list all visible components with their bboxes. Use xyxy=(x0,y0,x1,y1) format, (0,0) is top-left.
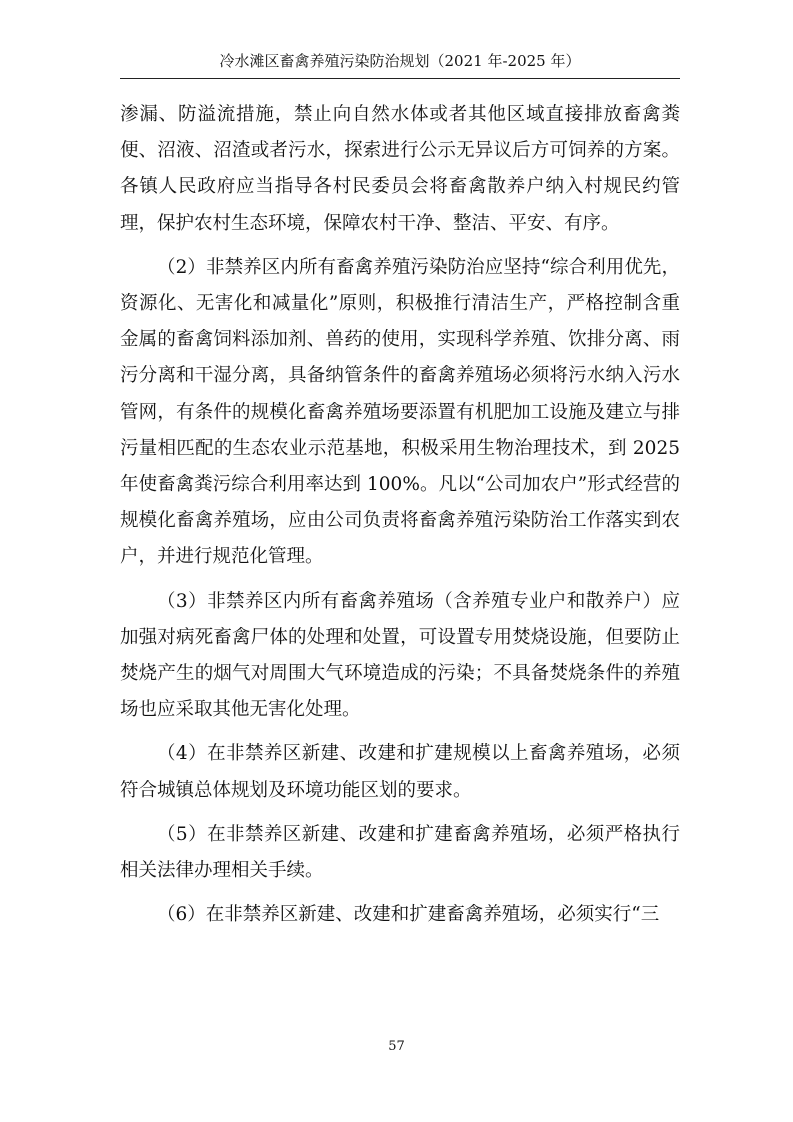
header-divider xyxy=(120,78,680,79)
page-header-title: 冷水滩区畜禽养殖污染防治规划（2021 年-2025 年） xyxy=(219,52,581,70)
paragraph-continuation: 渗漏、防溢流措施，禁止向自然水体或者其他区域直接排放畜禽粪便、沼液、沼渣或者污水，探索进行公示无异议后方可饲养的方案。各镇人民政府应当指导各村民委员会将畜禽散养户纳入村规民约管理，保护农村生态环境，保障农村干净、整洁、平安、有序。 xyxy=(120,104,680,234)
page-number: 57 xyxy=(388,1039,405,1054)
document-body xyxy=(120,97,680,941)
paragraph-item-6: （6）在非禁养区新建、改建和扩建畜禽养殖场，必须实行“三 xyxy=(157,904,660,926)
paragraph-item-3: （3）非禁养区内所有畜禽养殖场（含养殖专业户和散养户）应加强对病死畜禽尸体的处理和处置，可设置专用焚烧设施，但要防止焚烧产生的烟气对周围大气环境造成的污染；不具备焚烧条件的养殖场也应采取其他无害化处理。 xyxy=(120,590,680,721)
paragraph-item-5: （5）在非禁养区新建、改建和扩建畜禽养殖场，必须严格执行相关法律办理相关手续。 xyxy=(120,823,680,882)
paragraph-item-2: （2）非禁养区内所有畜禽养殖污染防治应坚持“综合利用优先，资源化、无害化和减量化”原则，积极推行清洁生产，严格控制含重金属的畜禽饲料添加剂、兽药的使用，实现科学养殖、饮排分离、雨污分离和干湿分离，具备纳管条件的畜禽养殖场必须将污水纳入污水管网，有条件的规模化畜禽养殖场要添置有机肥加工设施及建立与排污量相匹配的生态农业示范基地，积极采用生物治理技术，到 2025 年使畜禽粪污综合利用率达到 100%。凡以“公司加农户”形式经营的规模化畜禽养殖场，应由公司负责将畜禽养殖污染防治工作落实到农户，并进行规范化管理。 xyxy=(120,256,680,568)
paragraph-item-4: （4）在非禁养区新建、改建和扩建规模以上畜禽养殖场，必须符合城镇总体规划及环境功能区划的要求。 xyxy=(120,743,680,801)
